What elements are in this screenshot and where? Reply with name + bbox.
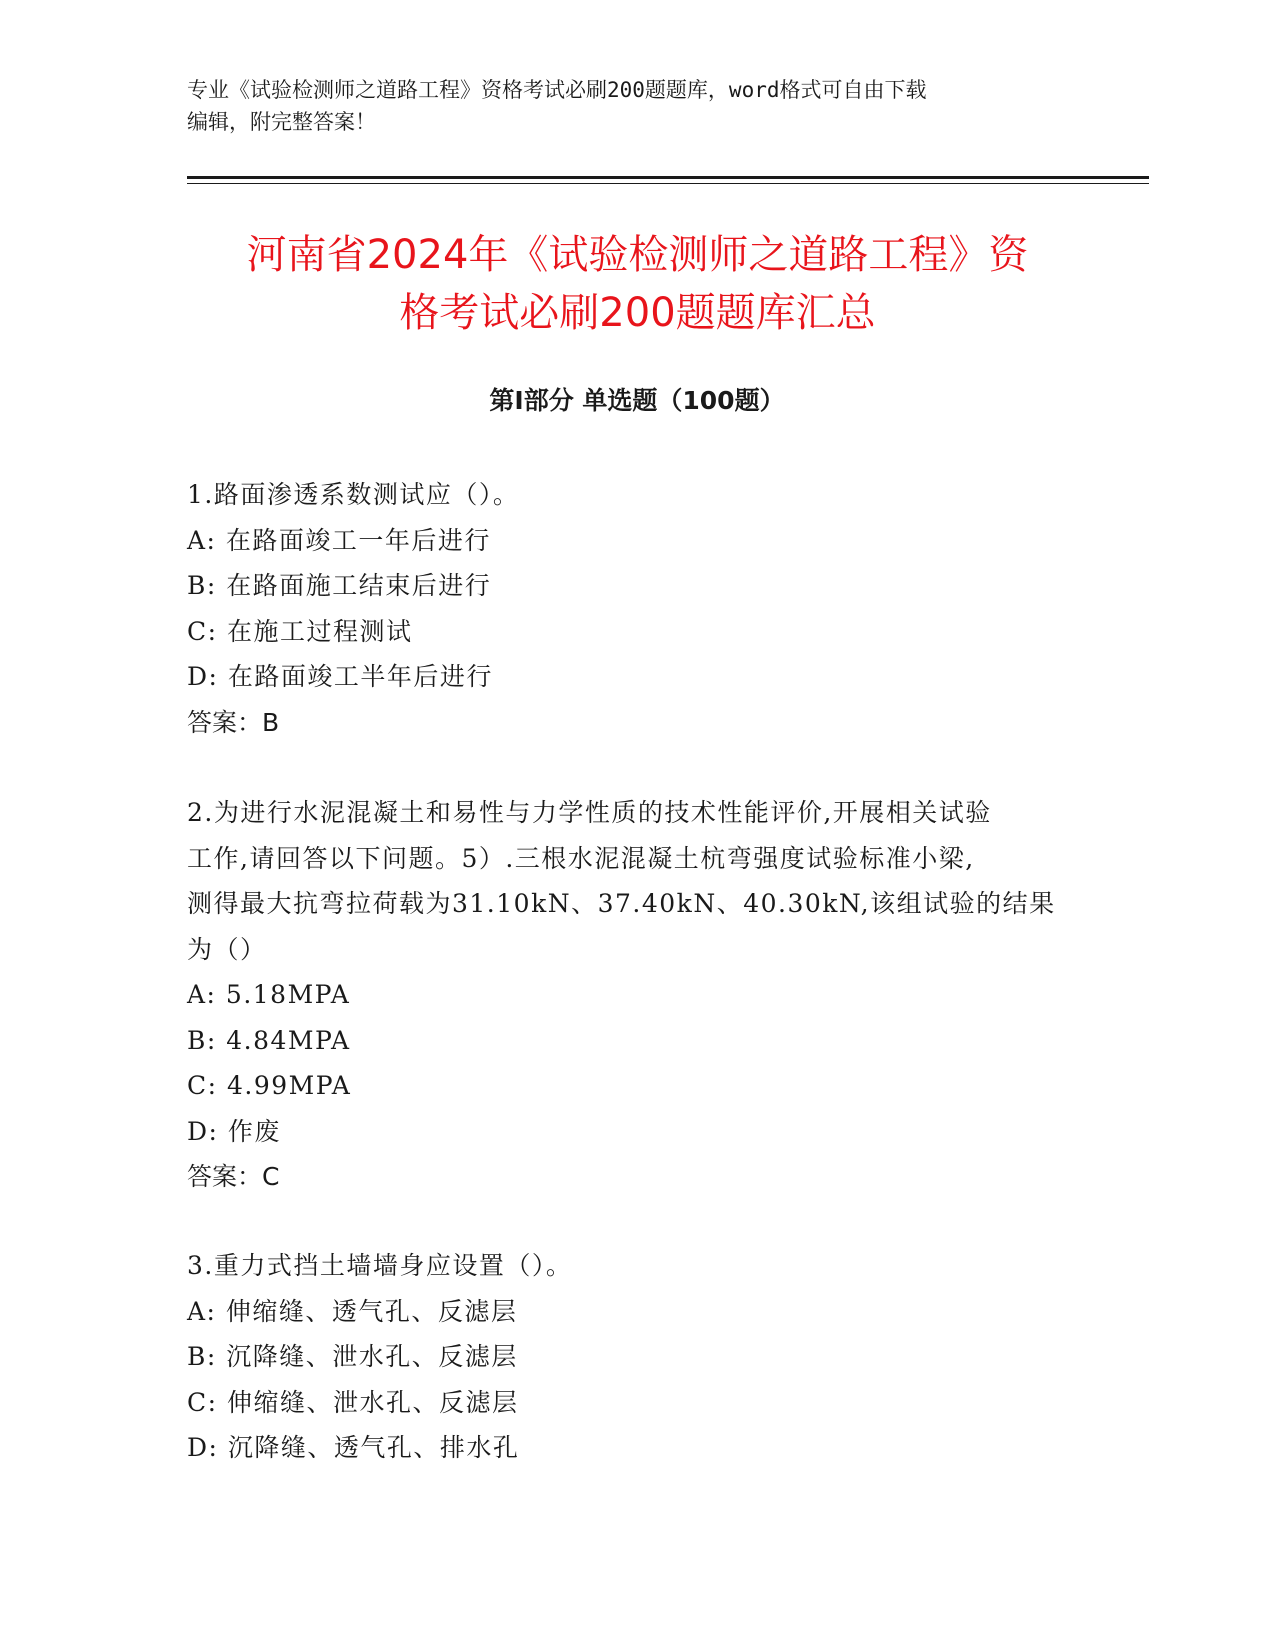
option-c: C: 在施工过程测试 (187, 616, 413, 646)
header-note-line-1: 专业《试验检测师之道路工程》资格考试必刷200题题库，word格式可自由下载 (187, 78, 927, 102)
document-title-line-2: 格考试必刷200题题库汇总 (399, 290, 876, 336)
header-note (187, 74, 1087, 138)
question-3 (187, 1243, 1087, 1471)
question-stem: 3.重力式挡土墙墙身应设置（）。 (187, 1251, 573, 1280)
option-c: C: 伸缩缝、泄水孔、反滤层 (187, 1387, 519, 1417)
header-note-line-2: 编辑，附完整答案！ (187, 110, 376, 134)
option-b: B: 沉降缝、泄水孔、反滤层 (187, 1342, 518, 1371)
question-stem-line-3: 测得最大抗弯拉荷载为31.10kN、37.40kN、40.30kN,该组试验的结果 (187, 889, 1056, 918)
option-a: A: 5.18MPA (187, 980, 351, 1009)
answer: 答案：B (187, 707, 280, 737)
question-1 (187, 472, 1087, 745)
option-d: D: 沉降缝、透气孔、排水孔 (187, 1433, 520, 1462)
option-b: B: 在路面施工结束后进行 (187, 571, 492, 600)
option-a: A: 伸缩缝、透气孔、反滤层 (187, 1296, 518, 1326)
option-b: B: 4.84MPA (187, 1025, 351, 1055)
header-rule-thick (187, 176, 1149, 179)
question-stem-line-4: 为（） (187, 934, 267, 964)
question-stem-line-1: 2.为进行水泥混凝土和易性与力学性质的技术性能评价,开展相关试验 (187, 798, 992, 827)
answer: 答案：C (187, 1162, 280, 1191)
option-d: D: 在路面竣工半年后进行 (187, 662, 493, 691)
document-title (150, 226, 1125, 342)
question-stem-line-2: 工作,请回答以下问题。5）.三根水泥混凝土杭弯强度试验标准小梁, (187, 843, 975, 873)
question-stem: 1.路面渗透系数测试应（）。 (187, 480, 520, 509)
option-c: C: 4.99MPA (187, 1071, 352, 1100)
question-2 (187, 790, 1087, 1200)
option-a: A: 在路面竣工一年后进行 (187, 525, 491, 555)
option-d: D: 作废 (187, 1116, 281, 1146)
section-title: 第Ⅰ部分 单选题（100题） (489, 386, 785, 415)
document-title-line-1: 河南省2024年《试验检测师之道路工程》资 (246, 232, 1029, 278)
header-rule-thin (187, 183, 1149, 184)
